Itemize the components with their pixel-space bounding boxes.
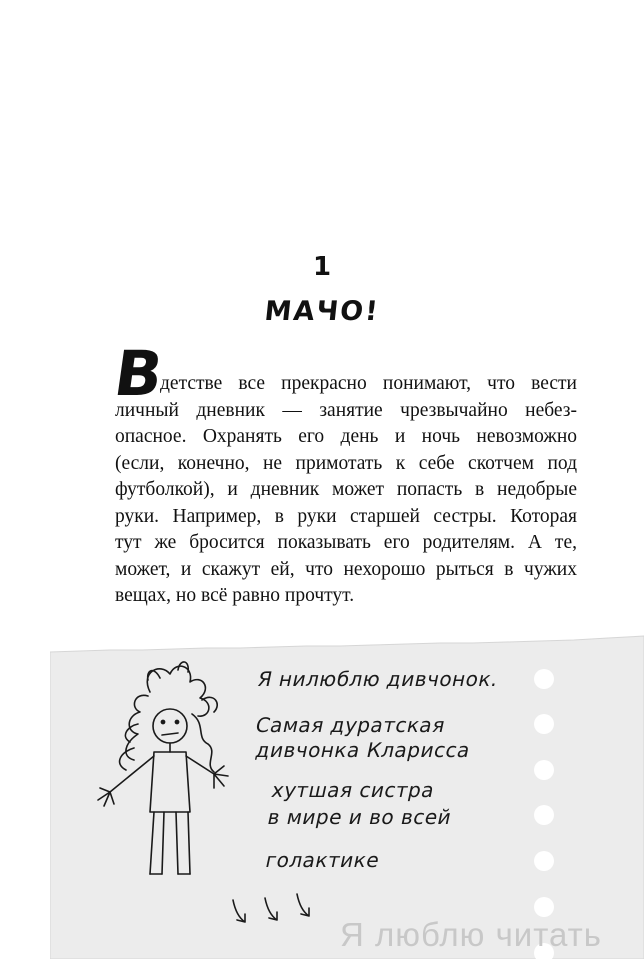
- note-line: Я нилюблю дивчонок.: [255, 667, 501, 691]
- watermark: Я люблю читать: [340, 916, 602, 953]
- paragraph-line: может, и скажут ей, что нехорошо рыться в чужих: [115, 558, 577, 580]
- stick-figure-doodle: [90, 652, 240, 887]
- arrow-icon: [233, 900, 245, 922]
- paragraph-line: руки. Например, в руки старшей сестры. Которая: [115, 505, 577, 527]
- note-line: Самая дуратская: [253, 713, 448, 737]
- paragraph-line: опасное. Охранять его день и ночь невозможно: [115, 426, 577, 447]
- paragraph-line: тут же бросится показывать его родителям. А те,: [115, 532, 577, 553]
- paragraph-line: детстве все прекрасно понимают, что вести: [160, 373, 577, 394]
- paragraph-line: вещах, но всё равно прочтут.: [115, 585, 355, 606]
- chapter-title: МАЧО!: [262, 296, 382, 327]
- arrow-doodles: [225, 890, 335, 930]
- note-line: голактике: [263, 848, 382, 872]
- paragraph-line: личный дневник — занятие чрезвычайно небез-: [115, 399, 577, 421]
- note-line: в мире и во всей: [265, 805, 454, 829]
- paragraph-line: футболкой), и дневник может попасть в недобрые: [115, 479, 577, 500]
- note-line: хутшая систра: [269, 778, 437, 802]
- arrow-icon: [297, 894, 309, 916]
- drop-cap: В: [109, 337, 168, 410]
- paragraph-line: (если, конечно, не примотать к себе скотчем под: [115, 452, 577, 474]
- body-paragraph: [115, 371, 577, 610]
- arrow-icon: [265, 898, 277, 920]
- note-line: дивчонка Кларисса: [253, 738, 473, 762]
- chapter-number: 1: [312, 252, 332, 282]
